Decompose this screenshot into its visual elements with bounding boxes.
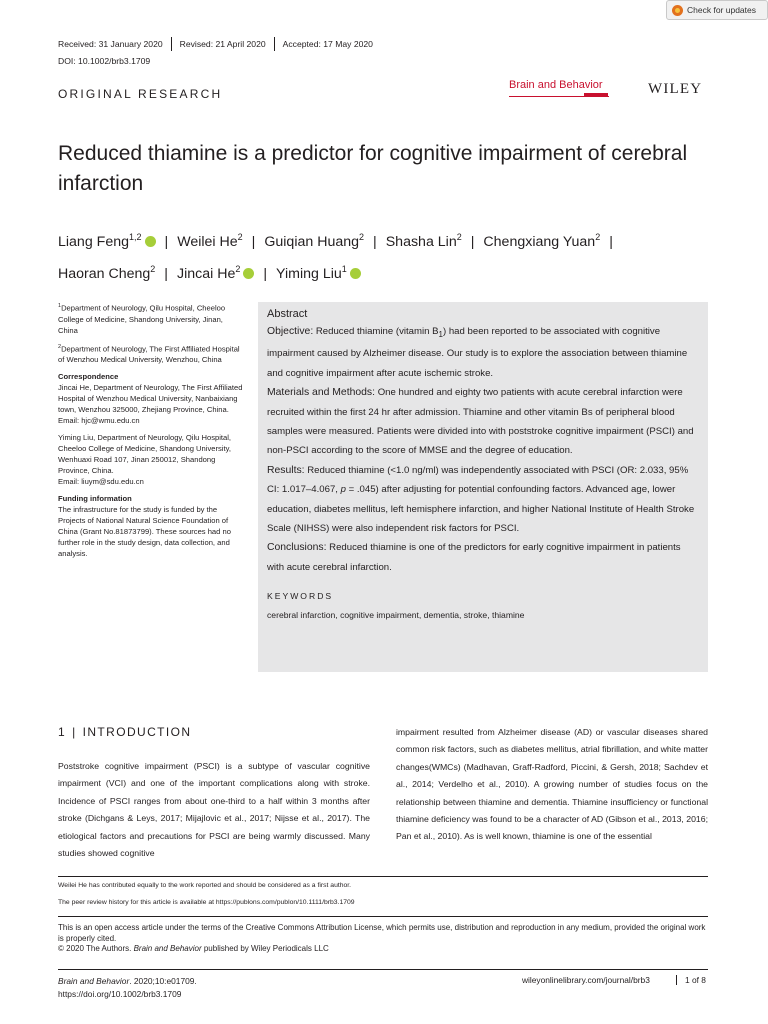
author-list: [58, 224, 708, 288]
received-date: Received: 31 January 2020: [58, 39, 163, 49]
author-affiliation-marker: 2: [595, 232, 601, 242]
footnote-divider: [58, 876, 708, 877]
author-affiliation-marker: 1,2: [129, 232, 142, 242]
footer-citation: Brain and Behavior. 2020;10:e01709. https://doi.org/10.1002/brb3.1709: [58, 976, 197, 999]
author-affiliation-marker: 2: [235, 264, 241, 274]
author-name: Weilei He: [177, 234, 238, 250]
author-affiliation-marker: 1: [341, 264, 347, 274]
author-affiliation-marker: 2: [456, 232, 462, 242]
article-dates: [58, 37, 381, 51]
author-affiliation-marker: 2: [359, 232, 365, 242]
accepted-date: Accepted: 17 May 2020: [274, 37, 381, 51]
footnote-peer-review: The peer review history for this article is available at https://publons.com/publon/10.1111/brb3.1709: [58, 899, 355, 906]
check-for-updates-button[interactable]: [666, 0, 768, 20]
page-number: 1 of 8: [676, 975, 706, 985]
author-name: Liang Feng: [58, 234, 129, 250]
email-link-1[interactable]: Email: hjc@wmu.edu.cn: [58, 416, 140, 426]
author-separator: |: [164, 234, 169, 250]
correspondence-2: Yiming Liu, Department of Neurology, Qilu Hospital, Cheeloo College of Medicine, Shandong University, Wenhuaxi Road 107, Jinan 250012, Shandong Province, China. Email: liuym@sdu.edu.cn: [58, 433, 232, 487]
correspondence-heading: Correspondence: [58, 372, 119, 382]
check-for-updates-label: Check for updates: [687, 5, 756, 15]
revised-date: Revised: 21 April 2020: [171, 37, 274, 51]
funding-text: The infrastructure for the study is funded by the Projects of National Natural Science Foundation of China (Grant No.81873799). These sources had no further role in the study design, data collection, and analysis.: [58, 505, 231, 559]
doi-link[interactable]: https://doi.org/10.1002/brb3.1709: [58, 988, 182, 999]
orcid-icon[interactable]: [350, 268, 361, 279]
author-separator: |: [263, 266, 268, 282]
correspondence-1: Jincai He, Department of Neurology, The First Affiliated Hospital of Wenzhou Medical University, Nanbaixiang town, Wenzhou 325000, Zhejiang Province, China. Email: hjc@wmu.edu.cn: [58, 383, 243, 426]
license-text: This is an open access article under the terms of the Creative Commons Attribution License, which permits use, distribution and reproduction in any medium, provided the original work is properly cited.: [58, 923, 706, 943]
author-affiliation-marker: 2: [150, 264, 156, 274]
author-name: Guiqian Huang: [264, 234, 360, 250]
author-name: Haoran Cheng: [58, 266, 151, 282]
license-divider: [58, 916, 708, 917]
email-link-2[interactable]: Email: liuym@sdu.edu.cn: [58, 477, 144, 487]
abstract-objective: Objective: Reduced thiamine (vitamin $B_1$) had been reported to be associated with cognitive impairment caused by Alzheimer disease. Our study is to explore the association between thiamine and cognitive impairment after acute ischemic stroke.: [267, 326, 688, 379]
abstract-box: [258, 302, 708, 672]
copyright-text: © 2020 The Authors. Brain and Behavior published by Wiley Periodicals LLC: [58, 944, 329, 953]
journal-site-link[interactable]: wileyonlinelibrary.com/journal/brb3: [522, 975, 650, 985]
article-info-column: [58, 301, 244, 565]
author-name: Shasha Lin: [385, 234, 457, 250]
funding-heading: Funding information: [58, 494, 132, 504]
article-title: Reduced thiamine is a predictor for cognitive impairment of cerebral infarction: [58, 142, 688, 195]
open-access-tag: [584, 93, 608, 97]
author-name: Jincai He: [176, 266, 236, 282]
keywords: cerebral infarction, cognitive impairment, dementia, stroke, thiamine: [267, 610, 525, 621]
footer-divider: [58, 969, 708, 970]
abstract-results: Results: Reduced thiamine (<1.0 ng/ml) was independently associated with PSCI (OR: 2.033, 95% CI: 1.017–4.067, p = .045) after adjusting for potential confounding factors. Advanced age, lower education, diabetes mellitus, left hemisphere infarction, and higher National Institute of Health Stroke Scale (NIHSS) were also independent risk factors for PSCI.: [267, 464, 695, 534]
author-name: Yiming Liu: [276, 266, 342, 282]
introduction-heading: 1 | INTRODUCTION: [58, 725, 192, 739]
orcid-icon[interactable]: [145, 236, 156, 247]
author-separator: |: [164, 266, 168, 282]
license-block: [58, 923, 708, 955]
abstract-conclusions: Conclusions: Reduced thiamine is one of the predictors for early cognitive impairment in patients with acute cerebral infarction.: [267, 542, 681, 573]
keywords-heading: KEYWORDS: [267, 591, 334, 602]
crossmark-icon: [672, 5, 683, 16]
publisher-logo: WILEY: [648, 81, 703, 97]
author-name: Chengxiang Yuan: [483, 234, 596, 250]
affiliation-1: $^1$Department of Neurology, Qilu Hospital, Cheeloo College of Medicine, Shandong University, Jinan, China: [58, 303, 226, 335]
doi: DOI: 10.1002/brb3.1709: [58, 56, 151, 66]
section-label: ORIGINAL RESEARCH: [58, 87, 223, 101]
author-affiliation-marker: 2: [237, 232, 243, 242]
journal-logo: Brain and Behavior: [509, 79, 603, 91]
introduction-text-right: impairment resulted from Alzheimer disease (AD) or vascular diseases shared common risk factors, such as diabetes mellitus, atrial fibrillation, and white matter changes(WMCs) (Madhavan, Graff-Radford, Piccini, & Gersh, 2018; Sachdev et al., 2014; Verdelho et al., 2010). A growing number of studies focus on the relationship between thiamine and dementia. Thiamine insufficiency or functional thiamine deficiency was found to be a character of AD (Gibson et al., 2013, 2016; Pan et al., 2010). As is well known, thiamine is one of the essential: [396, 727, 708, 842]
introduction-text-left: Poststroke cognitive impairment (PSCI) is a subtype of vascular cognitive impairment (VCI) and one of the important complications along with stroke. Incidence of PSCI ranges from about one-third to a half within 3 months after stroke (Dichgans & Leys, 2017; Mijajlovic et al., 2017; Nijsse et al., 2017). The etiological factors and precautions for PSCI are being warmly discussed. Many studies showed cognitive: [58, 761, 370, 859]
abstract-heading: Abstract: [267, 308, 308, 320]
orcid-icon[interactable]: [243, 268, 254, 279]
affiliation-2: $^2$Department of Neurology, The First Affiliated Hospital of Wenzhou Medical University, Wenzhou, China: [58, 343, 240, 365]
author-separator: |: [609, 234, 613, 250]
abstract-methods: Materials and Methods: One hundred and eighty two patients with acute cerebral infarction were recruited within the first 24 hr after admission. Thiamine and other vitamin Bs of peripheral blood samples were measured. Patients were divided into with poststroke cognitive impairment (PSCI) and non-PSCI according to the score of MMSE and the degree of education.: [267, 387, 694, 457]
author-separator: |: [470, 234, 475, 250]
footnote-contribution: Weilei He has contributed equally to the work reported and should be considered as a first author.: [58, 882, 352, 889]
author-separator: |: [251, 234, 256, 250]
author-separator: |: [373, 234, 377, 250]
